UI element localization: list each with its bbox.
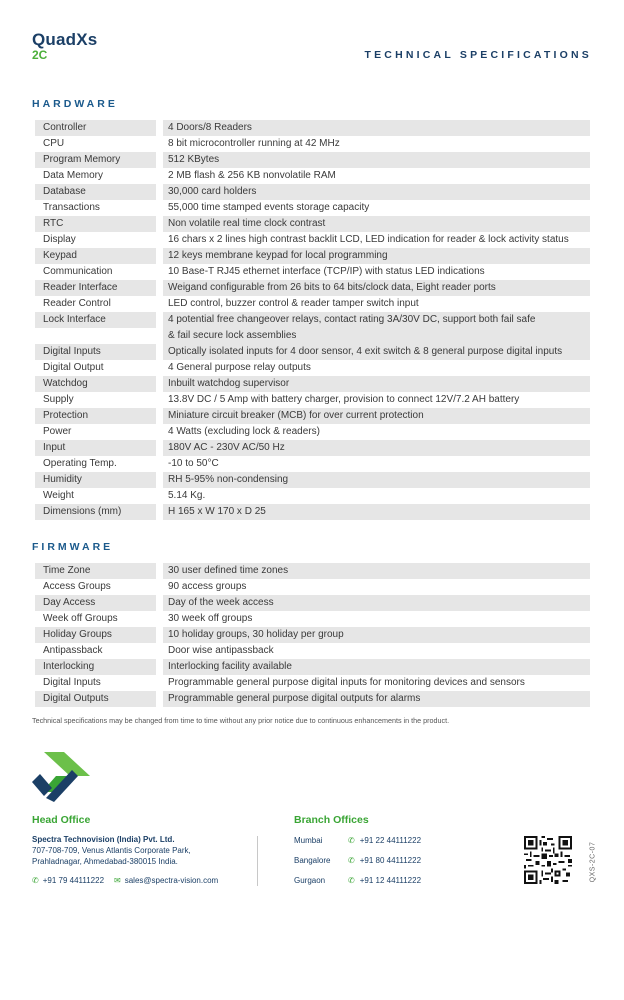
spec-label: Watchdog (35, 376, 156, 392)
spec-row (35, 200, 590, 216)
spec-label: Communication (43, 266, 113, 277)
spec-label: Database (35, 184, 156, 200)
spec-value: 30 user defined time zones (163, 563, 590, 579)
spec-row (35, 232, 590, 248)
spec-label: Keypad (35, 248, 156, 264)
spec-value: 4 General purpose relay outputs (168, 362, 311, 373)
firmware-section-title: FIRMWARE (32, 541, 114, 553)
spec-value: Miniature circuit breaker (MCB) for over current protection (163, 408, 590, 424)
spec-label: Operating Temp. (43, 458, 117, 469)
qr-code (524, 836, 572, 884)
firmware-spec-table (35, 563, 590, 707)
spec-value: -10 to 50°C (168, 458, 219, 469)
branch-offices-title: Branch Offices (294, 814, 369, 826)
spec-label: Program Memory (35, 152, 156, 168)
spec-value: Programmable general purpose digital outputs for alarms (163, 691, 590, 707)
spec-value: 180V AC - 230V AC/50 Hz (163, 440, 590, 456)
spec-value: H 165 x W 170 x D 25 (163, 504, 590, 520)
head-office-title: Head Office (32, 814, 91, 826)
spec-row (35, 216, 590, 232)
branch-phone: +91 80 44111222 (359, 856, 422, 865)
spec-label: Digital Inputs (43, 677, 101, 688)
spec-row (35, 408, 590, 424)
spec-value: 55,000 time stamped events storage capacity (168, 202, 370, 213)
spec-value: Non volatile real time clock contrast (163, 216, 590, 232)
product-name: QuadXs (32, 30, 98, 49)
address-line-2: Prahladnagar, Ahmedabad-380015 India. (32, 857, 178, 866)
spec-label: CPU (43, 138, 65, 149)
spec-label: Holiday Groups (35, 627, 156, 643)
branch-city: Bangalore (294, 856, 331, 865)
spec-label: Time Zone (35, 563, 156, 579)
product-model: 2C (32, 48, 48, 62)
spec-label (35, 328, 156, 344)
document-title: TECHNICAL SPECIFICATIONS (364, 49, 592, 61)
spec-row (35, 184, 590, 200)
spec-label: Lock Interface (35, 312, 156, 328)
spec-label: Digital Output (43, 362, 104, 373)
spec-label: Weight (43, 490, 74, 501)
spec-label: Supply (43, 394, 74, 405)
spec-value: RH 5-95% non-condensing (163, 472, 590, 488)
spec-label: Dimensions (mm) (35, 504, 156, 520)
spec-label: Digital Outputs (35, 691, 156, 707)
spec-label: Display (43, 234, 76, 245)
office-divider (257, 836, 258, 886)
spec-value: Interlocking facility available (163, 659, 590, 675)
spec-row (35, 248, 590, 264)
spec-row (35, 659, 590, 675)
spec-row (35, 440, 590, 456)
spec-value: 10 holiday groups, 30 holiday per group (163, 627, 590, 643)
spec-label: Humidity (35, 472, 156, 488)
spec-value: Weigand configurable from 26 bits to 64 bits/clock data, Eight reader ports (163, 280, 590, 296)
spec-row (35, 152, 590, 168)
spec-value: Door wise antipassback (168, 645, 274, 656)
spec-row (35, 360, 590, 376)
branch-office-row (294, 876, 421, 885)
spec-value: LED control, buzzer control & reader tamper switch input (168, 298, 419, 309)
spec-label: Power (43, 426, 72, 437)
phone-icon: ✆ (32, 876, 39, 885)
branch-city: Gurgaon (294, 876, 326, 885)
spec-value: 13.8V DC / 5 Amp with battery charger, provision to connect 12V/7.2 AH battery (168, 394, 520, 405)
product-header (32, 30, 97, 62)
head-office-contact (32, 876, 218, 885)
spec-label: Protection (35, 408, 156, 424)
spec-label: Antipassback (43, 645, 103, 656)
company-name: Spectra Technovision (India) Pvt. Ltd. (32, 835, 175, 844)
spec-row (35, 488, 590, 504)
hardware-spec-table (35, 120, 590, 520)
spec-value: 4 Watts (excluding lock & readers) (168, 426, 320, 437)
spec-label: Data Memory (43, 170, 104, 181)
spec-label: Access Groups (43, 581, 111, 592)
branch-office-row (294, 856, 421, 865)
spec-row (35, 280, 590, 296)
hardware-section-title: HARDWARE (32, 98, 118, 110)
spec-label: RTC (35, 216, 156, 232)
mail-icon: ✉ (114, 876, 121, 885)
phone-icon: ✆ (348, 876, 355, 885)
head-office-phone: +91 79 44111222 (42, 876, 105, 885)
spec-row (35, 627, 590, 643)
branch-phone: +91 22 44111222 (359, 836, 422, 845)
spec-value: 90 access groups (168, 581, 247, 592)
spec-row (35, 312, 590, 328)
spec-value: 512 KBytes (163, 152, 590, 168)
head-office-email[interactable]: sales@spectra-vision.com (124, 876, 219, 885)
spec-value: 4 potential free changeover relays, contact rating 3A/30V DC, support both fail safe (163, 312, 590, 328)
head-office-address (32, 834, 191, 867)
spec-value: 4 Doors/8 Readers (163, 120, 590, 136)
spec-row (35, 643, 590, 659)
spec-row (35, 328, 590, 344)
spec-row (35, 120, 590, 136)
spec-label: Controller (35, 120, 156, 136)
spec-value: 30,000 card holders (163, 184, 590, 200)
spec-value: 30 week off groups (168, 613, 253, 624)
address-line-1: 707-708-709, Venus Atlantis Corporate Park, (32, 846, 191, 855)
spec-value: 10 Base-T RJ45 ethernet interface (TCP/IP) with status LED indications (168, 266, 485, 277)
spec-row (35, 344, 590, 360)
spec-value: Optically isolated inputs for 4 door sensor, 4 exit switch & 8 general purpose digital inputs (163, 344, 590, 360)
spec-label: Digital Inputs (35, 344, 156, 360)
phone-icon: ✆ (348, 836, 355, 845)
branch-office-row (294, 836, 421, 845)
spec-row (35, 264, 590, 280)
document-code (587, 838, 599, 886)
spec-value: 12 keys membrane keypad for local programming (163, 248, 590, 264)
spec-value: 16 chars x 2 lines high contrast backlit LCD, LED indication for reader & lock activity status (168, 234, 569, 245)
spec-value: Inbuilt watchdog supervisor (163, 376, 590, 392)
spec-label: Interlocking (35, 659, 156, 675)
spec-value: 5.14 Kg. (168, 490, 206, 501)
spec-value: 2 MB flash & 256 KB nonvolatile RAM (168, 170, 336, 181)
spec-row (35, 296, 590, 312)
spec-row (35, 504, 590, 520)
spec-row (35, 595, 590, 611)
spec-row (35, 376, 590, 392)
spec-label: Reader Interface (35, 280, 156, 296)
spec-row (35, 168, 590, 184)
spec-value: 8 bit microcontroller running at 42 MHz (168, 138, 340, 149)
spec-label: Week off Groups (43, 613, 118, 624)
spec-row (35, 392, 590, 408)
spec-row (35, 424, 590, 440)
spec-row (35, 611, 590, 627)
branch-city: Mumbai (294, 836, 323, 845)
spec-row (35, 456, 590, 472)
document-code-text: QXS-2C-07 (589, 841, 597, 883)
spec-row (35, 472, 590, 488)
spec-value: & fail secure lock assemblies (163, 328, 590, 344)
spec-label: Day Access (35, 595, 156, 611)
spec-label: Input (35, 440, 156, 456)
spec-row (35, 579, 590, 595)
spec-row (35, 691, 590, 707)
disclaimer-note: Technical specifications may be changed from time to time without any prior notice due to continuous enhancements in the product. (32, 716, 450, 725)
company-logo (32, 752, 90, 802)
spec-row (35, 563, 590, 579)
spec-value: Day of the week access (163, 595, 590, 611)
branch-phone: +91 12 44111222 (359, 876, 422, 885)
spec-value: Programmable general purpose digital inputs for monitoring devices and sensors (168, 677, 525, 688)
phone-icon: ✆ (348, 856, 355, 865)
spec-row (35, 136, 590, 152)
spec-row (35, 675, 590, 691)
spec-label: Transactions (43, 202, 100, 213)
spec-label: Reader Control (43, 298, 111, 309)
